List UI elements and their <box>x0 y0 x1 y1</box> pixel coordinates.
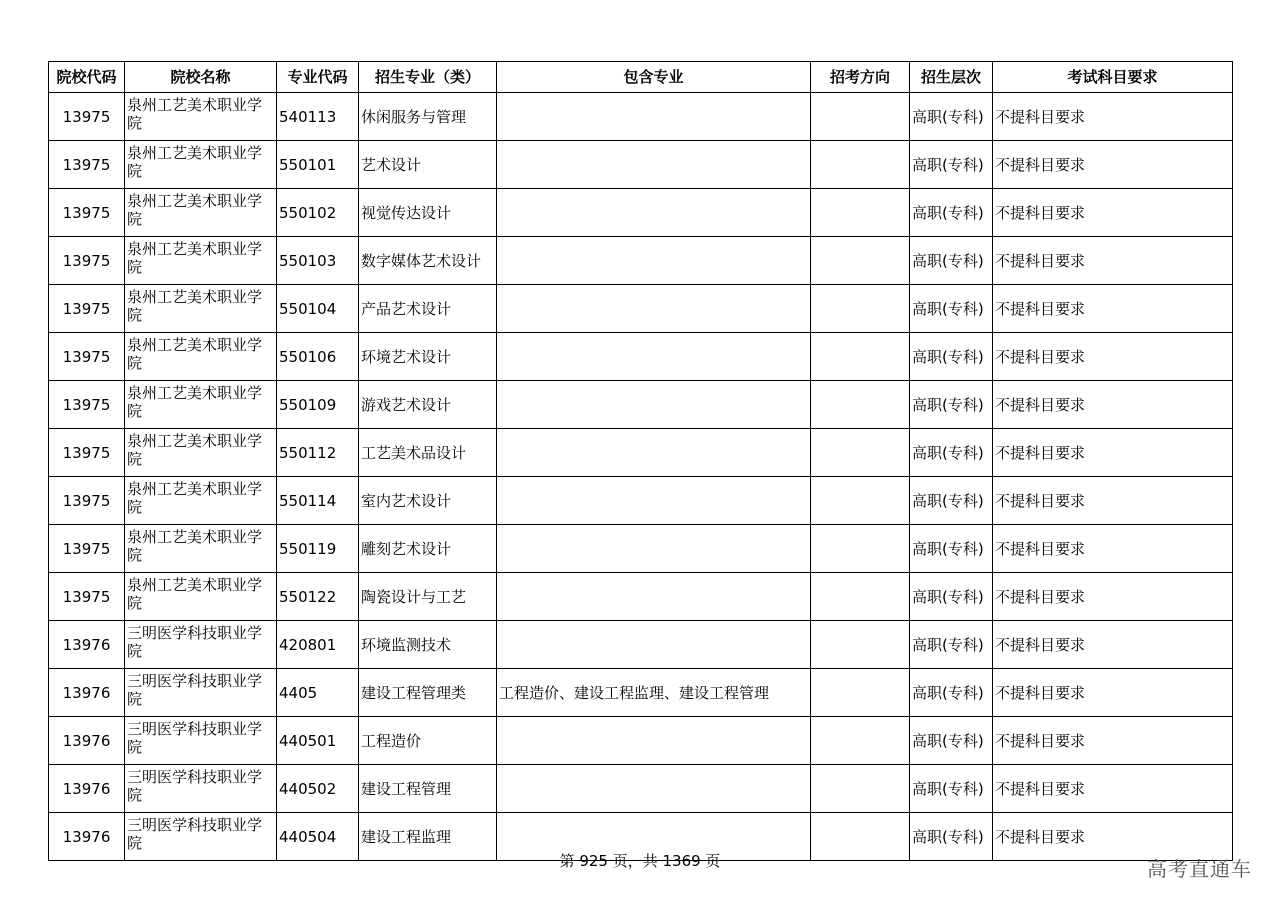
major-code-cell: 440502 <box>277 765 359 813</box>
school-code-cell: 13976 <box>49 621 125 669</box>
table-row <box>49 237 1233 285</box>
direction-cell <box>811 621 910 669</box>
header-included-majors: 包含专业 <box>497 62 811 93</box>
level-cell: 高职(专科) <box>910 333 993 381</box>
included-majors-cell <box>497 381 811 429</box>
school-name-cell: 三明医学科技职业学院 <box>125 717 277 765</box>
school-code-cell: 13975 <box>49 189 125 237</box>
school-name-cell: 三明医学科技职业学院 <box>125 765 277 813</box>
level-cell: 高职(专科) <box>910 93 993 141</box>
school-name-cell: 泉州工艺美术职业学院 <box>125 429 277 477</box>
subject-requirement-cell: 不提科目要求 <box>993 141 1233 189</box>
table-row <box>49 189 1233 237</box>
direction-cell <box>811 669 910 717</box>
direction-cell <box>811 765 910 813</box>
level-cell: 高职(专科) <box>910 477 993 525</box>
table-row <box>49 621 1233 669</box>
header-school-name: 院校名称 <box>125 62 277 93</box>
major-code-cell: 4405 <box>277 669 359 717</box>
major-cell: 数字媒体艺术设计 <box>359 237 497 285</box>
school-code-cell: 13975 <box>49 141 125 189</box>
table-body <box>49 93 1233 861</box>
subject-requirement-cell: 不提科目要求 <box>993 621 1233 669</box>
school-code-cell: 13975 <box>49 573 125 621</box>
table-row <box>49 93 1233 141</box>
watermark-logo: 高考直通车 <box>1147 857 1252 881</box>
direction-cell <box>811 525 910 573</box>
major-code-cell: 550103 <box>277 237 359 285</box>
table-row <box>49 669 1233 717</box>
direction-cell <box>811 285 910 333</box>
school-name-cell: 泉州工艺美术职业学院 <box>125 333 277 381</box>
major-cell: 陶瓷设计与工艺 <box>359 573 497 621</box>
major-cell: 休闲服务与管理 <box>359 93 497 141</box>
level-cell: 高职(专科) <box>910 813 993 861</box>
table-row <box>49 333 1233 381</box>
direction-cell <box>811 189 910 237</box>
major-code-cell: 550112 <box>277 429 359 477</box>
major-code-cell: 550114 <box>277 477 359 525</box>
school-name-cell: 泉州工艺美术职业学院 <box>125 237 277 285</box>
included-majors-cell <box>497 525 811 573</box>
major-cell: 视觉传达设计 <box>359 189 497 237</box>
direction-cell <box>811 237 910 285</box>
level-cell: 高职(专科) <box>910 237 993 285</box>
major-cell: 建设工程管理 <box>359 765 497 813</box>
included-majors-cell <box>497 333 811 381</box>
major-code-cell: 440501 <box>277 717 359 765</box>
level-cell: 高职(专科) <box>910 765 993 813</box>
school-code-cell: 13975 <box>49 429 125 477</box>
major-code-cell: 550102 <box>277 189 359 237</box>
direction-cell <box>811 429 910 477</box>
school-code-cell: 13976 <box>49 765 125 813</box>
school-code-cell: 13975 <box>49 237 125 285</box>
school-name-cell: 泉州工艺美术职业学院 <box>125 93 277 141</box>
table-row <box>49 573 1233 621</box>
level-cell: 高职(专科) <box>910 141 993 189</box>
school-name-cell: 泉州工艺美术职业学院 <box>125 525 277 573</box>
subject-requirement-cell: 不提科目要求 <box>993 813 1233 861</box>
major-code-cell: 440504 <box>277 813 359 861</box>
school-code-cell: 13975 <box>49 285 125 333</box>
subject-requirement-cell: 不提科目要求 <box>993 669 1233 717</box>
major-code-cell: 550109 <box>277 381 359 429</box>
school-code-cell: 13976 <box>49 669 125 717</box>
subject-requirement-cell: 不提科目要求 <box>993 525 1233 573</box>
major-cell: 室内艺术设计 <box>359 477 497 525</box>
header-school-code: 院校代码 <box>49 62 125 93</box>
table-row <box>49 381 1233 429</box>
direction-cell <box>811 717 910 765</box>
included-majors-cell <box>497 717 811 765</box>
major-code-cell: 550122 <box>277 573 359 621</box>
included-majors-cell <box>497 237 811 285</box>
header-direction: 招考方向 <box>811 62 910 93</box>
school-name-cell: 泉州工艺美术职业学院 <box>125 477 277 525</box>
included-majors-cell: 工程造价、建设工程监理、建设工程管理 <box>497 669 811 717</box>
school-code-cell: 13975 <box>49 477 125 525</box>
included-majors-cell <box>497 141 811 189</box>
major-cell: 艺术设计 <box>359 141 497 189</box>
included-majors-cell <box>497 93 811 141</box>
direction-cell <box>811 477 910 525</box>
school-name-cell: 三明医学科技职业学院 <box>125 621 277 669</box>
subject-requirement-cell: 不提科目要求 <box>993 573 1233 621</box>
major-code-cell: 550101 <box>277 141 359 189</box>
direction-cell <box>811 93 910 141</box>
major-code-cell: 550119 <box>277 525 359 573</box>
school-code-cell: 13975 <box>49 93 125 141</box>
school-name-cell: 泉州工艺美术职业学院 <box>125 285 277 333</box>
direction-cell <box>811 333 910 381</box>
included-majors-cell <box>497 429 811 477</box>
subject-requirement-cell: 不提科目要求 <box>993 477 1233 525</box>
school-code-cell: 13976 <box>49 717 125 765</box>
school-name-cell: 泉州工艺美术职业学院 <box>125 381 277 429</box>
table-row <box>49 717 1233 765</box>
school-code-cell: 13975 <box>49 525 125 573</box>
included-majors-cell <box>497 765 811 813</box>
level-cell: 高职(专科) <box>910 285 993 333</box>
major-cell: 雕刻艺术设计 <box>359 525 497 573</box>
included-majors-cell <box>497 477 811 525</box>
major-cell: 环境监测技术 <box>359 621 497 669</box>
major-cell: 环境艺术设计 <box>359 333 497 381</box>
page-number-footer: 第 925 页，共 1369 页 <box>559 852 721 870</box>
direction-cell <box>811 141 910 189</box>
table-row <box>49 429 1233 477</box>
subject-requirement-cell: 不提科目要求 <box>993 717 1233 765</box>
header-level: 招生层次 <box>910 62 993 93</box>
included-majors-cell <box>497 285 811 333</box>
subject-requirement-cell: 不提科目要求 <box>993 333 1233 381</box>
included-majors-cell <box>497 573 811 621</box>
direction-cell <box>811 381 910 429</box>
direction-cell <box>811 573 910 621</box>
level-cell: 高职(专科) <box>910 717 993 765</box>
school-name-cell: 泉州工艺美术职业学院 <box>125 573 277 621</box>
table-row <box>49 141 1233 189</box>
subject-requirement-cell: 不提科目要求 <box>993 285 1233 333</box>
header-major-code: 专业代码 <box>277 62 359 93</box>
table-row <box>49 525 1233 573</box>
subject-requirement-cell: 不提科目要求 <box>993 381 1233 429</box>
admissions-table <box>48 61 1233 861</box>
subject-requirement-cell: 不提科目要求 <box>993 429 1233 477</box>
header-major: 招生专业（类） <box>359 62 497 93</box>
included-majors-cell <box>497 189 811 237</box>
school-name-cell: 泉州工艺美术职业学院 <box>125 141 277 189</box>
level-cell: 高职(专科) <box>910 429 993 477</box>
major-code-cell: 550106 <box>277 333 359 381</box>
school-name-cell: 泉州工艺美术职业学院 <box>125 189 277 237</box>
major-cell: 工程造价 <box>359 717 497 765</box>
major-cell: 游戏艺术设计 <box>359 381 497 429</box>
major-code-cell: 540113 <box>277 93 359 141</box>
school-name-cell: 三明医学科技职业学院 <box>125 669 277 717</box>
subject-requirement-cell: 不提科目要求 <box>993 237 1233 285</box>
level-cell: 高职(专科) <box>910 525 993 573</box>
major-code-cell: 420801 <box>277 621 359 669</box>
level-cell: 高职(专科) <box>910 189 993 237</box>
level-cell: 高职(专科) <box>910 669 993 717</box>
header-subject-requirement: 考试科目要求 <box>993 62 1233 93</box>
major-cell: 建设工程管理类 <box>359 669 497 717</box>
subject-requirement-cell: 不提科目要求 <box>993 189 1233 237</box>
level-cell: 高职(专科) <box>910 573 993 621</box>
table-row <box>49 285 1233 333</box>
major-code-cell: 550104 <box>277 285 359 333</box>
major-cell: 工艺美术品设计 <box>359 429 497 477</box>
subject-requirement-cell: 不提科目要求 <box>993 765 1233 813</box>
level-cell: 高职(专科) <box>910 381 993 429</box>
school-code-cell: 13975 <box>49 381 125 429</box>
subject-requirement-cell: 不提科目要求 <box>993 93 1233 141</box>
table-row <box>49 765 1233 813</box>
major-cell: 建设工程监理 <box>359 813 497 861</box>
included-majors-cell <box>497 621 811 669</box>
school-name-cell: 三明医学科技职业学院 <box>125 813 277 861</box>
table-header-row <box>49 62 1233 93</box>
level-cell: 高职(专科) <box>910 621 993 669</box>
table-row <box>49 477 1233 525</box>
school-code-cell: 13976 <box>49 813 125 861</box>
major-cell: 产品艺术设计 <box>359 285 497 333</box>
school-code-cell: 13975 <box>49 333 125 381</box>
